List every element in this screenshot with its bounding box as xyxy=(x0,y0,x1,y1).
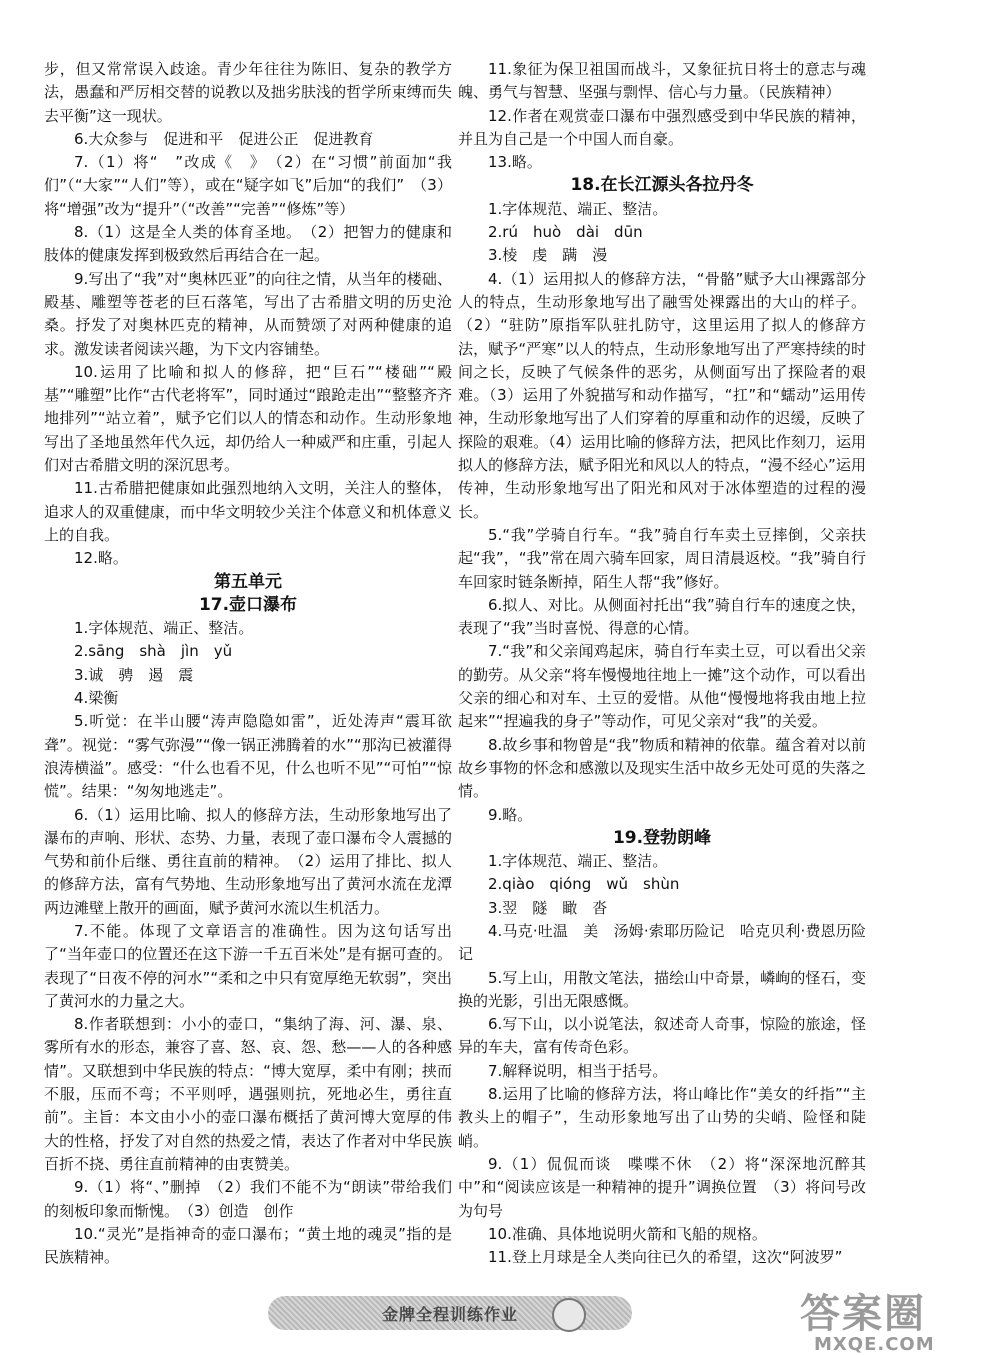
answer-paragraph: 11.象征为保卫祖国而战斗，又象征抗日将士的意志与魂魄、勇气与智慧、坚强与剽悍、信心与力量。（民族精神） xyxy=(458,60,866,102)
answer-paragraph: 9.略。 xyxy=(488,805,533,824)
watermark-logo xyxy=(800,1291,980,1355)
answer-paragraph: 2.sāng shà jìn yǔ xyxy=(74,642,233,661)
answer-paragraph: 步，但又常常误入歧途。青少年往往为陈旧、复杂的教学方法，愚蠢和严厉相交替的说教以及拙劣肤浅的哲学所束缚而失去平衡”这一现状。 xyxy=(44,60,452,125)
answer-paragraph: 12.作者在观赏壶口瀑布中强烈感受到中华民族的精神，并且为自己是一个中国人而自豪。 xyxy=(458,106,866,148)
answer-paragraph: 5.“我”学骑自行车。“我”骑自行车卖土豆摔倒，父亲扶起“我”，“我”常在周六骑车回家，周日清晨返校。“我”骑自行车回家时链条断掉，陌生人帮“我”修好。 xyxy=(458,525,866,591)
answer-paragraph: 6.大众参与 促进和平 促进公正 促进教育 xyxy=(74,129,374,148)
footer-text: 金牌全程训练作业 xyxy=(381,1304,518,1324)
section-heading: 19.登勃朗峰 xyxy=(612,827,712,848)
answer-paragraph: 13.略。 xyxy=(488,153,542,172)
answer-paragraph: 10.运用了比喻和拟人的修辞，把“巨石”“楼础”“殿基”“雕塑”比作“古代老将军”，同时通过“踉跄走出”“整整齐齐地排列”“站立着”，赋予它们以人的情态和动作。生动形象地写出了圣地虽然年代久远，却仍给人一种威严和庄重，引起人们对古希腊文明的深沉思考。 xyxy=(44,362,452,475)
left-column xyxy=(44,58,452,1269)
answer-paragraph: 11.古希腊把健康如此强烈地纳入文明，关注人的整体，追求人的双重健康，而中华文明较少关注个体意义和机体意义上的自我。 xyxy=(44,479,452,544)
answer-paragraph: 7.不能。体现了文章语言的准确性。因为这句话写出了“当年壶口的位置还在这下游一千五百米处”是有据可查的。表现了“日夜不停的河水”“柔和之中只有宽厚绝无软弱”，突出了黄河水的力量之大。 xyxy=(44,921,452,1010)
answer-paragraph: 7.解释说明，相当于括号。 xyxy=(488,1061,668,1080)
answer-paragraph: 9.（1）侃侃而谈 喋喋不休 （2）将“深深地沉醉其中”和“阅读应该是一种精神的提升”调换位置 （3）将问号改为句号 xyxy=(458,1154,866,1220)
section-heading: 第五单元 xyxy=(214,571,282,592)
answer-paragraph: 11.登上月球是全人类向往已久的希望，这次“阿波罗” xyxy=(488,1248,843,1267)
answer-paragraph: 10.“灵光”是指神奇的壶口瀑布；“黄土地的魂灵”指的是民族精神。 xyxy=(44,1224,452,1267)
right-column xyxy=(458,58,866,1269)
answer-paragraph: 8.（1）这是全人类的体育圣地。 （2）把智力的健康和肢体的健康发挥到极致然后再结合在一起。 xyxy=(44,223,452,265)
section-heading: 17.壶口瀑布 xyxy=(198,594,298,615)
answer-paragraph: 2.rú huò dài dūn xyxy=(488,223,643,242)
answer-paragraph: 1.字体规范、端正、整洁。 xyxy=(488,852,668,871)
answer-paragraph: 8.作者联想到：小小的壶口，“集纳了海、河、瀑、泉、雾所有水的形态，兼容了喜、怒、哀、怨、愁——人的各种感情”。又联想到中华民族的特点：“博大宽厚，柔中有刚；挟而不服，压而不弯；不平则呼，遇强则抗，死地必生，勇往直前”。主旨：本文由小小的壶口瀑布概括了黄河博大宽厚的伟大的性格，抒发了对自然的热爱之情，表达了作者对中华民族百折不挠、勇往直前精神的由衷赞美。 xyxy=(44,1015,452,1173)
answer-paragraph: 3.棱 虔 蹒 漫 xyxy=(488,246,608,265)
answer-paragraph: 3.翌 隧 瞰 沓 xyxy=(488,898,608,917)
answer-paragraph: 7.“我”和父亲闻鸡起床，骑自行车卖土豆，可以看出父亲的勤劳。从父亲“将车慢慢地往地上一摊”这个动作，可以看出父亲的细心和对车、土豆的爱惜。从他“慢慢地将我由地上拉起来”“捏遍我的身子”等动作，可见父亲对“我”的关爱。 xyxy=(458,642,866,731)
answer-paragraph: 3.诚 骋 遏 震 xyxy=(74,665,194,684)
answer-paragraph: 4.（1）运用拟人的修辞方法，“骨骼”赋予大山裸露部分人的特点，生动形象地写出了融雪处裸露出的大山的样子。（2）“驻防”原指军队驻扎防守，这里运用了拟人的修辞方法，赋予“严寒”以人的特点，生动形象地写出了严寒持续的时间之长，反映了气候条件的恶劣，从侧面写出了探险者的艰难。（3）运用了外貌描写和动作描写，“扛”和“蠕动”运用传神，生动形象地写出了人们穿着的厚重和动作的迟缓，反映了探险的艰难。（4）运用比喻的修辞方法，把风比作刻刀，运用拟人的修辞方法，赋予阳光和风以人的特点，“漫不经心”运用传神，生动形象地写出了阳光和风对于冰体塑造的过程的漫长。 xyxy=(458,269,866,521)
answer-paragraph: 5.写上山，用散文笔法，描绘山中奇景，嶙峋的怪石，变换的光影，引出无限感慨。 xyxy=(458,968,866,1010)
answer-paragraph: 4.梁衡 xyxy=(74,689,119,708)
answer-paragraph: 12.略。 xyxy=(74,549,128,568)
answer-paragraph: 7.（1）将“ ”改成《 》 （2）在“习惯”前面加“我们”（“大家”“人们”等），或在“疑字如飞”后加“的我们” （3）将“增强”改为“提升”（“改善”“完善”“修炼”等） xyxy=(44,153,452,218)
answer-paragraph: 10.准确、具体地说明火箭和飞船的规格。 xyxy=(488,1224,767,1243)
watermark-url: MXQE.COM xyxy=(814,1334,935,1355)
answer-paragraph: 4.马克·吐温 美 汤姆·索耶历险记 哈克贝利·费恩历险记 xyxy=(458,921,866,964)
answer-paragraph: 5.听觉：在半山腰“涛声隐隐如雷”，近处涛声“震耳欲聋”。视觉：“雾气弥漫”“像一锅正沸腾着的水”“那沟已被灌得浪涛横溢”。感受：“什么也看不见，什么也听不见”“可怕”“惊慌”。结果：“匆匆地逃走”。 xyxy=(44,712,452,801)
answer-paragraph: 9.写出了“我”对“奥林匹亚”的向往之情，从当年的楼础、殿基、雕塑等苍老的巨石落笔，写出了古希腊文明的历史沧桑。抒发了对奥林匹克的精神，从而赞颂了对两种健康的追求。激发读者阅读兴趣，为下文内容铺垫。 xyxy=(44,269,452,358)
watermark-title: 答案圈 xyxy=(800,1291,926,1337)
answer-paragraph: 6.拟人、对比。从侧面衬托出“我”骑自行车的速度之快，表现了“我”当时喜悦、得意的心情。 xyxy=(458,595,866,638)
answer-paragraph: 1.字体规范、端正、整洁。 xyxy=(74,619,254,638)
answer-paragraph: 2.qiào qióng wǔ shùn xyxy=(488,875,680,894)
answer-paragraph: 8.故乡事和物曾是“我”物质和精神的依靠。蕴含着对以前故乡事物的怀念和感激以及现实生活中故乡无处可觅的失落之情。 xyxy=(458,735,866,801)
page-number-badge xyxy=(552,1298,586,1332)
answer-paragraph: 1.字体规范、端正、整洁。 xyxy=(488,199,668,218)
answer-paragraph: 6.写下山，以小说笔法，叙述奇人奇事，惊险的旅途，怪异的车夫，富有传奇色彩。 xyxy=(458,1015,866,1057)
answer-paragraph: 8.运用了比喻的修辞方法，将山峰比作“美女的纤指”“主教头上的帽子”，生动形象地写出了山势的尖峭、险怪和陡峭。 xyxy=(458,1085,866,1150)
section-heading: 18.在长江源头各拉丹冬 xyxy=(570,175,754,196)
answer-paragraph: 9.（1）将“、”删掉 （2）我们不能不为“朗读”带给我们的刻板印象而惭愧。 （3）创造 创作 xyxy=(44,1178,452,1220)
answer-paragraph: 6.（1）运用比喻、拟人的修辞方法，生动形象地写出了瀑布的声响、形状、态势、力量，表现了壶口瀑布令人震撼的气势和前仆后继、勇往直前的精神。 （2）运用了排比、拟人的修辞方法，富有气势地、生动形象地写出了黄河水流在龙潭两边滩壁上散开的画面，赋予黄河水流以生机活力。 xyxy=(44,805,452,917)
